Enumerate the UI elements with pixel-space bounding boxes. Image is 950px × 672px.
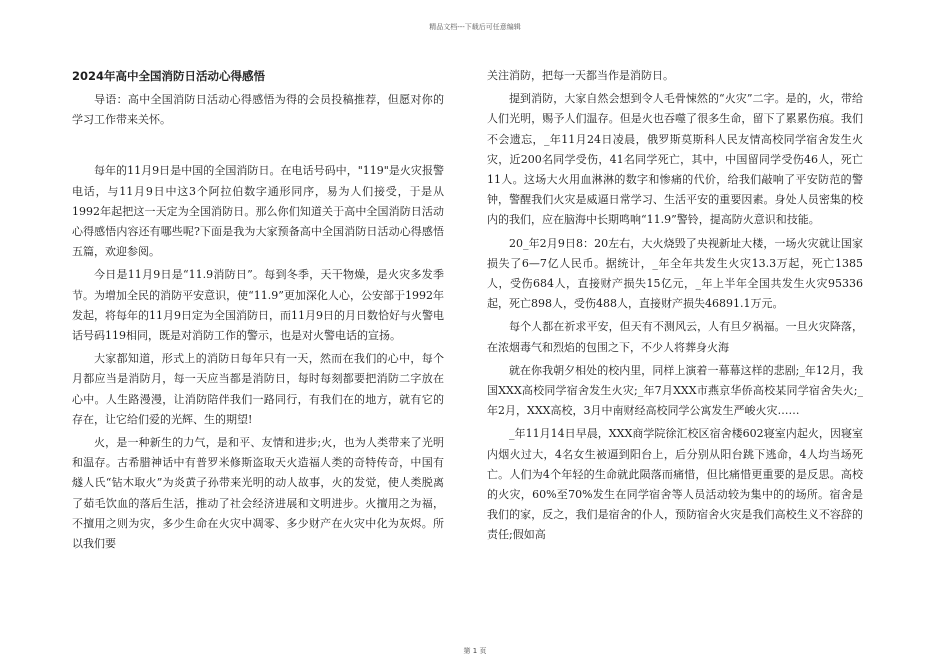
paragraph-fire-power: 火，是一种新生的力气，是和平、友情和进步;火，也为人类带来了光明和温存。古希腊神话中有普罗米修斯盗取天火造福人类的奇特传奇，中国有燧人氏“钻木取火”为炎黄子孙带来光明的动人故事，火的发觉，使人类脱离了茹毛饮血的落后生活，推动了社会经济进展和文明进步。火擅用之为福，不擅用之则为灾，多少生命在火灾中凋零、多少财产在火灾中化为灰烬。所以我们要 <box>72 436 444 551</box>
paragraph-fire-day: 每年的11月9日是中国的全国消防日。在电话号码中，"119"是火灾报警电话，与11月9日中这3个阿拉伯数字通形同序，易为人们接受，于是从1992年起把这一天定为全国消防日。那么你们知道关于高中全国消防日活动心得感悟内容还有哪些呢?下面是我为大家预备高中全国消防日活动心得感悟五篇，欢迎参阅。 <box>72 164 444 259</box>
paragraph-safety-prayer: 每个人都在祈求平安，但天有不测风云，人有旦夕祸福。一旦火灾降落，在浓烟毒气和烈焰的包围之下，不少人将葬身火海 <box>487 320 863 354</box>
right-column <box>487 66 863 549</box>
page-header: 精品文档---下载后可任意编辑 <box>429 23 521 31</box>
paragraph-moscow-fire: 提到消防，大家自然会想到令人毛骨悚然的“火灾”二字。是的，火，带给人们光明，赐予人们温存。但是火也吞噬了很多生命，留下了累累伤痕。我们不会遗忘，_年11月24日凌晨，俄罗斯莫斯科人民友情高校同学宿舍发生火灾，近200名同学受伤，41名同学死亡，其中，中国留同学受伤46人，死亡11人。这场大火用血淋淋的数字和惨痛的代价，给我们敲响了平安防范的警钟，警醒我们火灾是威逼日常学习、生活平安的重要因素。身处人员密集的校内的我们，应在脑海中长期鸣响“11.9”警铃，提高防火意识和技能。 <box>487 92 863 227</box>
page-number: 第 1 页 <box>463 647 487 655</box>
paragraph-intro: 导语：高中全国消防日活动心得感悟为得的会员投稿推荐，但愿对你的学习工作带来关怀。 <box>72 93 444 127</box>
paragraph-dorm-fire: _年11月14日早晨，XXX商学院徐汇校区宿舍楼602寝室内起火，因寝室内烟火过大，4名女生被逼到阳台上，后分别从阳台跳下逃命，4人均当场死亡。人们为4个年轻的生命就此陨落而痛惜，但比痛惜更重要的是反思。高校的火灾，60%至70%发生在同学宿舍等人员活动较为集中的的场所。宿舍是我们的家，反之，我们是宿舍的仆人，预防宿舍火灾是我们高校生义不容辞的责任;假如高 <box>487 427 863 542</box>
paragraph-today: 今日是11月9日是“11.9消防日”。每到冬季，天干物燥，是火灾多发季节。为增加全民的消防平安意识，使“11.9”更加深化人心，公安部于1992年发起，将每年的11月9日定为全国消防日，而11月9日的月日数恰好与火警电话号码119相同，既是对消防工作的警示，也是对火警电话的宣扬。 <box>72 268 444 343</box>
paragraph-gap <box>72 133 444 161</box>
paragraph-continuation: 关注消防，把每一天都当作是消防日。 <box>487 69 674 82</box>
document-title: 2024年高中全国消防日活动心得感悟 <box>72 69 266 83</box>
paragraph-campus-tragedies: 就在你我朝夕相处的校内里，同样上演着一幕幕这样的悲剧;_年12月，我国XXX高校同学宿舍发生火灾;_年7月XXX市燕京华侨高校某同学宿舍失火;_年2月，XXX高校，3月中南财经高校同学公寓发生严峻火灾…… <box>487 363 863 418</box>
paragraph-everyday: 大家都知道，形式上的消防日每年只有一天，然而在我们的心中，每个月都应当是消防月，每一天应当都是消防日，每时每刻都要把消防二字放在心中。人生路漫漫，让消防陪伴我们一路同行，有我们在的地方，就有它的存在，让它给们爱的光辉、生的期望! <box>72 352 444 426</box>
paragraph-cctv-fire: 20_年2月9日8：20左右，大火烧毁了央视新址大楼，一场火灾就让国家损失了6—7亿人民币。据统计，_年全年共发生火灾13.3万起，死亡1385人，受伤684人，直接财产损失15亿元，_年上半年全国共发生火灾95336起，死亡898人，受伤488人，直接财产损失46891.1万元。 <box>487 236 863 311</box>
left-column <box>72 66 444 557</box>
